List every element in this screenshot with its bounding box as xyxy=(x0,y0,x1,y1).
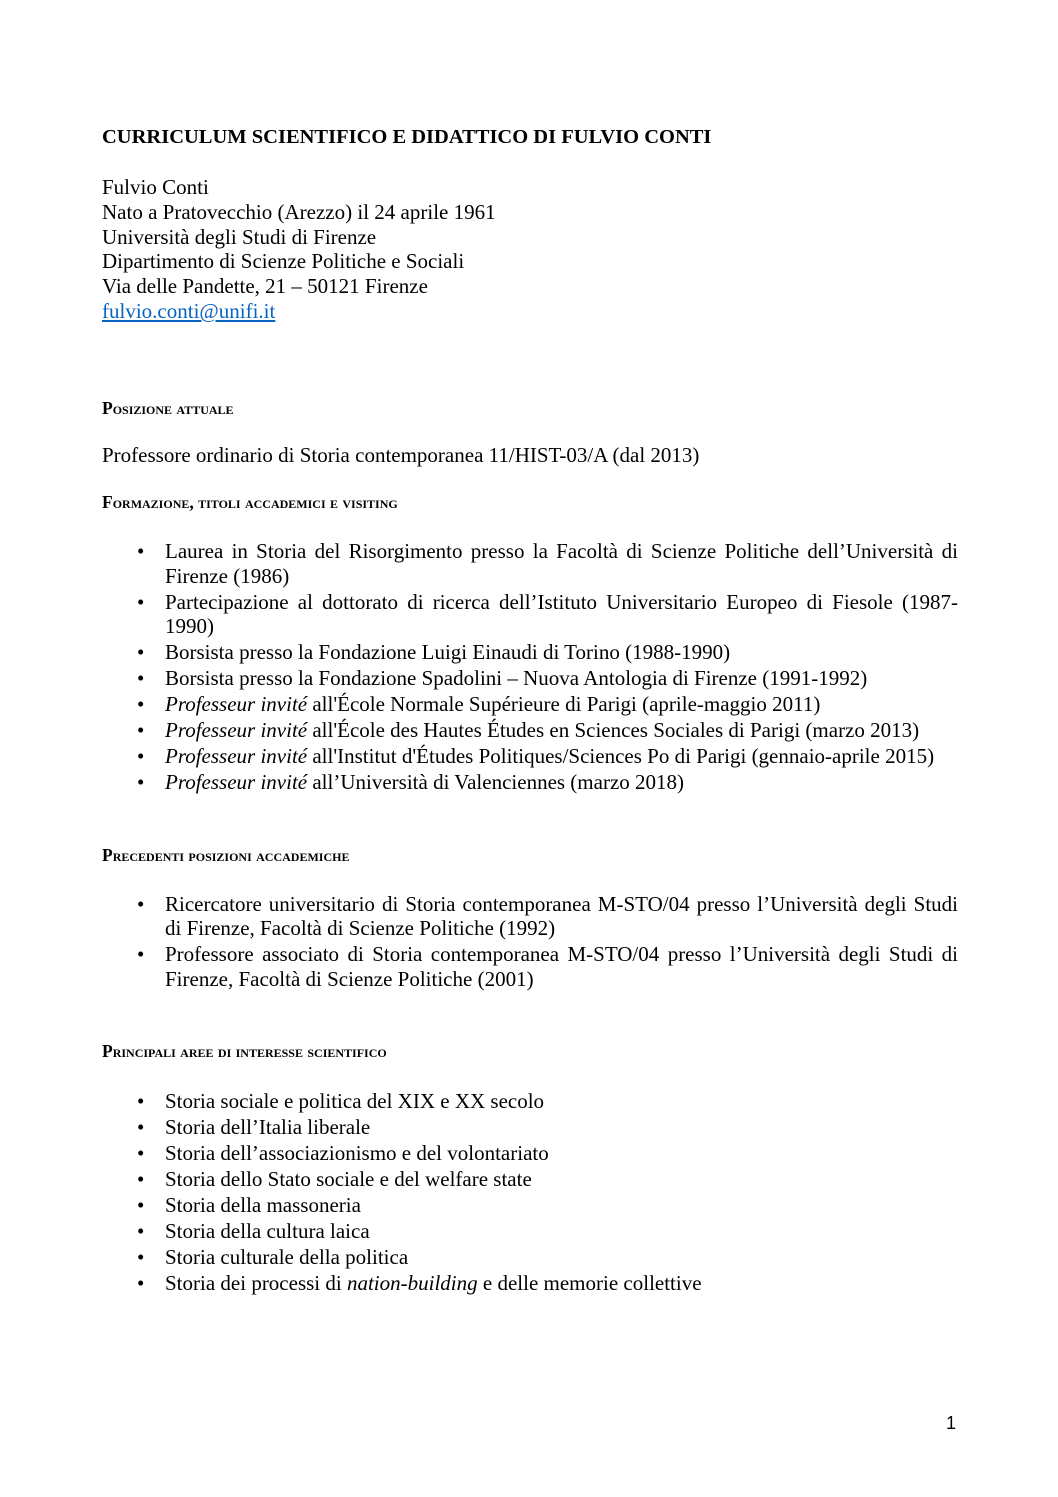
bullet-icon: • xyxy=(137,770,145,795)
bullet-icon: • xyxy=(137,1193,145,1218)
item-text: Laurea in Storia del Risorgimento presso la Facoltà di Scienze Politiche dell’Università di Firenze (1986) xyxy=(165,539,958,588)
item-emphasis: nation-building xyxy=(346,1271,478,1296)
heading-research-interests: Principali aree di interesse scientifico xyxy=(102,1041,387,1062)
bullet-icon: • xyxy=(137,692,145,717)
bullet-icon: • xyxy=(137,640,145,665)
item-text: Storia dell’associazionismo e del volontariato xyxy=(165,1141,549,1166)
bullet-icon: • xyxy=(137,891,145,916)
bullet-icon: • xyxy=(137,589,145,614)
education-list xyxy=(102,539,958,795)
list-item xyxy=(102,1193,958,1218)
bullet-icon: • xyxy=(137,1271,145,1296)
document-page xyxy=(102,125,958,1297)
item-emphasis: Professeur invité xyxy=(165,692,308,717)
list-item xyxy=(102,640,958,665)
heading-current-position: Posizione attuale xyxy=(102,397,234,418)
list-item xyxy=(102,1271,958,1296)
bullet-icon: • xyxy=(137,539,145,564)
contact-university: Università degli Studi di Firenze xyxy=(102,224,377,249)
item-text: Storia dei processi di xyxy=(165,1271,347,1296)
list-item xyxy=(102,718,958,743)
bullet-icon: • xyxy=(137,1115,145,1140)
list-item xyxy=(102,892,958,941)
item-text: Storia sociale e politica del XIX e XX secolo xyxy=(165,1089,545,1114)
bullet-icon: • xyxy=(137,1245,145,1270)
previous-positions-list xyxy=(102,892,958,992)
heading-previous-positions: Precedenti posizioni accademiche xyxy=(102,844,350,865)
page-number: 1 xyxy=(946,1413,957,1433)
current-position-text: Professore ordinario di Storia contemporanea 11/HIST-03/A (dal 2013) xyxy=(102,442,700,467)
item-text: Borsista presso la Fondazione Luigi Einaudi di Torino (1988-1990) xyxy=(165,640,731,665)
item-text: all'Institut d'Études Politiques/Sciences Po di Parigi (gennaio-aprile 2015) xyxy=(307,744,935,769)
bullet-icon: • xyxy=(137,1141,145,1166)
bullet-icon: • xyxy=(137,1167,145,1192)
contact-department: Dipartimento di Scienze Politiche e Sociali xyxy=(102,249,465,274)
item-text: Ricercatore universitario di Storia contemporanea M-STO/04 presso l’Università degli Studi di Firenze, Facoltà di Scienze Politiche (1992) xyxy=(165,891,958,941)
list-item xyxy=(102,1219,958,1244)
list-item xyxy=(102,1141,958,1166)
contact-birth: Nato a Pratovecchio (Arezzo) il 24 aprile 1961 xyxy=(102,199,496,224)
item-text: all’Università di Valenciennes (marzo 2018) xyxy=(307,770,685,795)
document-title: CURRICULUM SCIENTIFICO E DIDATTICO DI FULVIO CONTI xyxy=(102,126,712,148)
item-text: Storia della massoneria xyxy=(165,1193,361,1218)
list-item xyxy=(102,590,958,639)
item-text: Partecipazione al dottorato di ricerca dell’Istituto Universitario Europeo di Fiesole (1987-1990) xyxy=(165,589,958,639)
item-text: all'École des Hautes Études en Sciences Sociales di Parigi (marzo 2013) xyxy=(307,718,920,743)
list-item xyxy=(102,539,958,588)
bullet-icon: • xyxy=(137,942,145,967)
list-item xyxy=(102,942,958,991)
bullet-icon: • xyxy=(137,744,145,769)
list-item xyxy=(102,744,958,769)
contact-name: Fulvio Conti xyxy=(102,175,209,199)
item-text: Storia dell’Italia liberale xyxy=(165,1115,371,1140)
item-text: Storia culturale della politica xyxy=(165,1245,409,1270)
list-item xyxy=(102,1089,958,1114)
item-emphasis: Professeur invité xyxy=(165,718,308,743)
bullet-icon: • xyxy=(137,1219,145,1244)
list-item xyxy=(102,1245,958,1270)
item-text: all'École Normale Supérieure di Parigi (aprile-maggio 2011) xyxy=(307,692,821,717)
item-text: Storia dello Stato sociale e del welfare state xyxy=(165,1167,532,1192)
item-text: Professore associato di Storia contemporanea M-STO/04 presso l’Università degli Studi di Firenze, Facoltà di Scienze Politiche (2001) xyxy=(165,942,958,991)
heading-education: Formazione, titoli accademici e visiting xyxy=(102,492,398,513)
list-item xyxy=(102,770,958,795)
bullet-icon: • xyxy=(137,1089,145,1114)
bullet-icon: • xyxy=(137,718,145,743)
email-link[interactable]: fulvio.conti@unifi.it xyxy=(102,298,276,323)
item-text: e delle memorie collettive xyxy=(477,1271,702,1296)
list-item xyxy=(102,666,958,691)
item-text: Borsista presso la Fondazione Spadolini – Nuova Antologia di Firenze (1991-1992) xyxy=(165,666,868,691)
contact-address: Via delle Pandette, 21 – 50121 Firenze xyxy=(102,274,428,299)
bullet-icon: • xyxy=(137,666,145,691)
item-emphasis: Professeur invité xyxy=(165,770,308,795)
item-text: Storia della cultura laica xyxy=(165,1219,370,1244)
list-item xyxy=(102,1115,958,1140)
research-interests-list xyxy=(102,1089,958,1296)
list-item xyxy=(102,1167,958,1192)
list-item xyxy=(102,692,958,717)
item-emphasis: Professeur invité xyxy=(165,744,308,769)
contact-block xyxy=(102,175,958,324)
